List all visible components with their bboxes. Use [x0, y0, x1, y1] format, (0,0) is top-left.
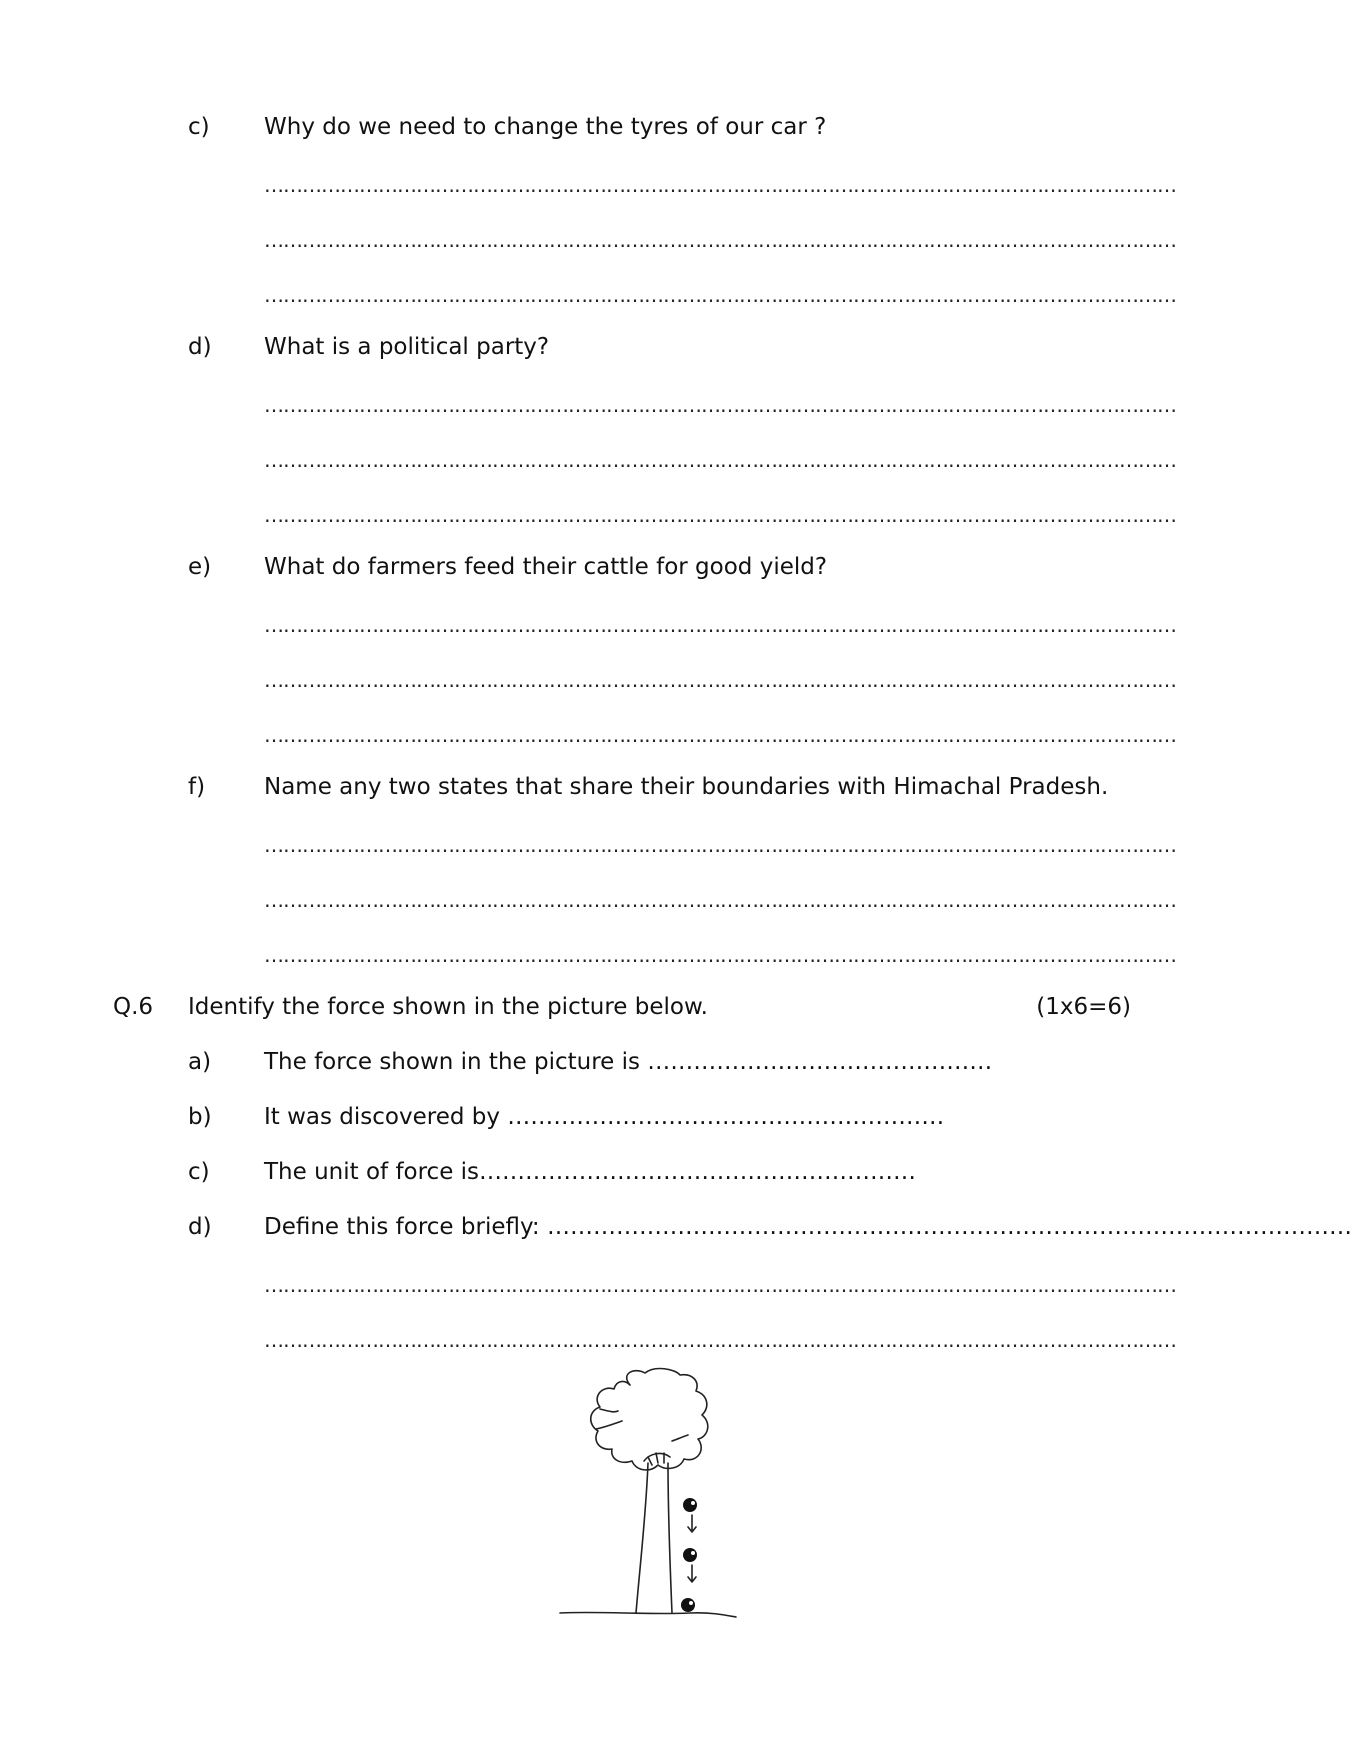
answer-line[interactable]: ……………………………………………………………………………………………………………………………… [264, 503, 1176, 527]
question-number: Q.6 [113, 994, 154, 1020]
answer-line[interactable]: ……………………………………………………………………………………………………………………………… [264, 283, 1176, 307]
question-c-text: Why do we need to change the tyres of our car ? [264, 114, 827, 140]
marks: (1x6=6) [1036, 994, 1131, 1020]
answer-line[interactable]: ……………………………………………………………………………………………………………………………… [264, 668, 1176, 692]
answer-line[interactable]: ……………………………………………………………………………………………………………………………… [264, 613, 1176, 637]
answer-line[interactable]: ……………………………………………………………………………………………………………………………… [264, 173, 1176, 197]
item-d-text[interactable]: Define this force briefly: …………………………………………………………………………………………… [264, 1214, 1352, 1240]
item-b-label: b) [188, 1104, 212, 1130]
question-d-text: What is a political party? [264, 334, 550, 360]
answer-line[interactable]: ……………………………………………………………………………………………………………………………… [264, 888, 1176, 912]
item-d-label: d) [188, 1214, 212, 1240]
answer-line[interactable]: ……………………………………………………………………………………………………………………………… [264, 723, 1176, 747]
answer-line[interactable]: ……………………………………………………………………………………………………………………………… [264, 448, 1176, 472]
question-d-label: d) [188, 334, 212, 360]
question-6-text: Identify the force shown in the picture below. [188, 994, 708, 1020]
item-c-label: c) [188, 1159, 210, 1185]
item-a-text[interactable]: The force shown in the picture is ……………………………………… [264, 1049, 993, 1075]
answer-line[interactable]: ……………………………………………………………………………………………………………………………… [264, 833, 1176, 857]
answer-line[interactable]: ……………………………………………………………………………………………………………………………… [264, 943, 1176, 967]
question-e-label: e) [188, 554, 212, 580]
answer-line[interactable]: ……………………………………………………………………………………………………………………………… [264, 228, 1176, 252]
tree-with-falling-apple-icon [560, 1365, 770, 1635]
answer-line[interactable]: ……………………………………………………………………………………………………………………………… [264, 1273, 1176, 1297]
question-f-text: Name any two states that share their boundaries with Himachal Pradesh. [264, 774, 1109, 800]
question-f-label: f) [188, 774, 206, 800]
answer-line[interactable]: ……………………………………………………………………………………………………………………………… [264, 393, 1176, 417]
question-e-text: What do farmers feed their cattle for good yield? [264, 554, 828, 580]
item-a-label: a) [188, 1049, 212, 1075]
question-c-label: c) [188, 114, 210, 140]
item-c-text[interactable]: The unit of force is………………………………………………… [264, 1159, 917, 1185]
answer-line[interactable]: ……………………………………………………………………………………………………………………………… [264, 1328, 1176, 1352]
item-b-text[interactable]: It was discovered by ………………………………………………… [264, 1104, 945, 1130]
